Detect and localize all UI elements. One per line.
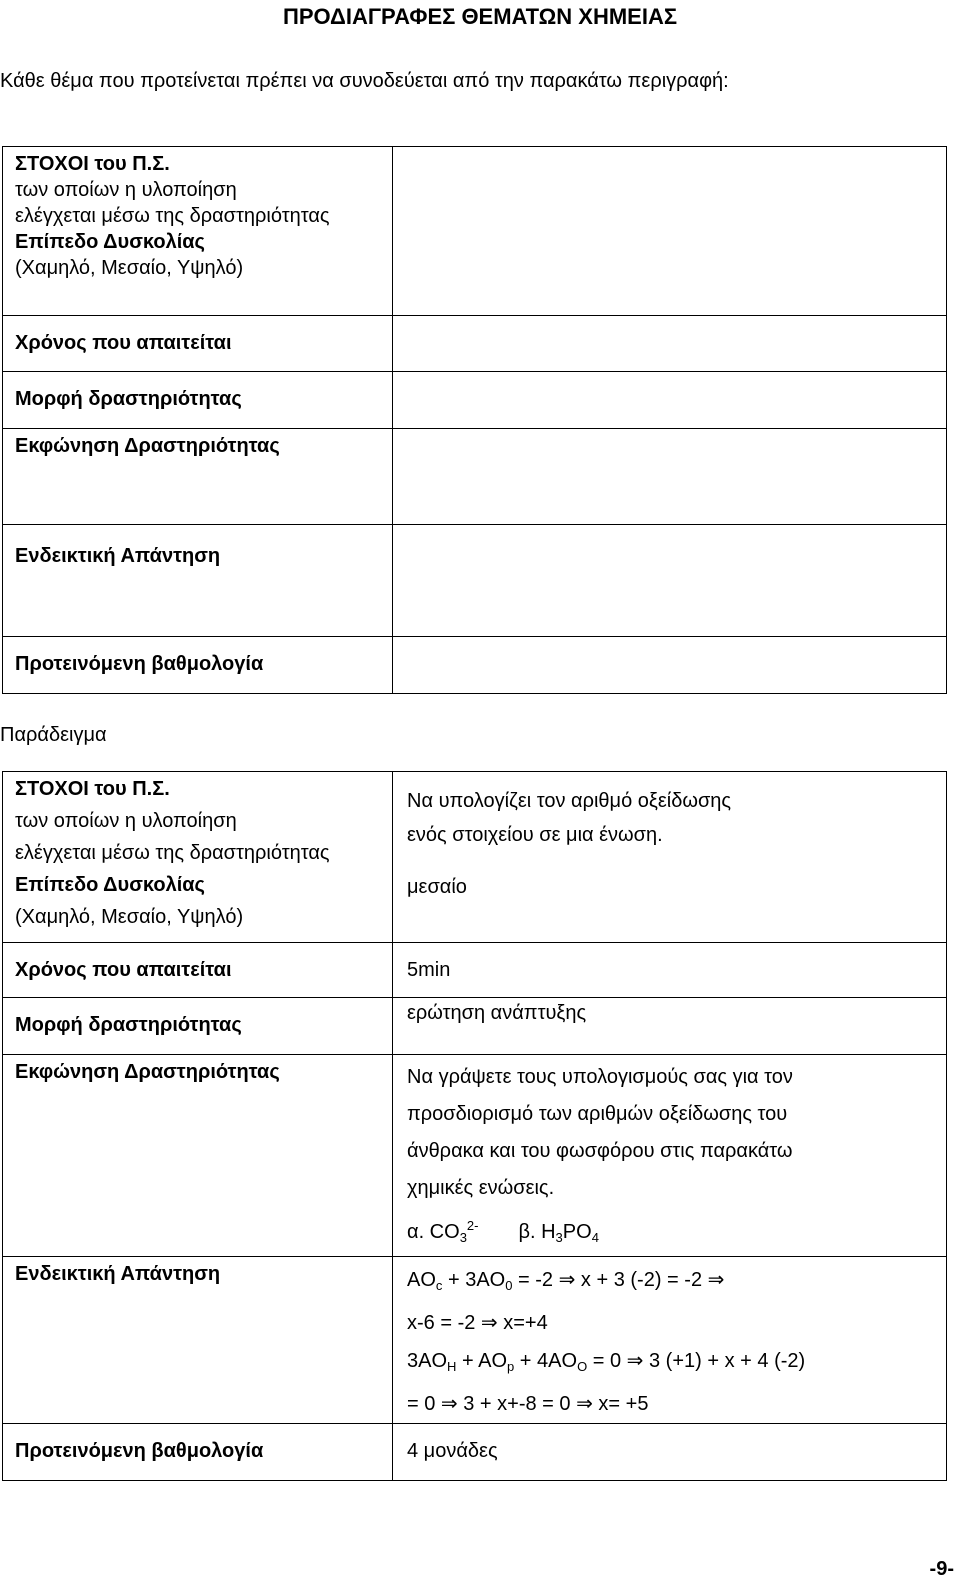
example-label: Παράδειγμα	[0, 724, 107, 746]
grading-label: Προτεινόμενη βαθμολογία	[3, 637, 393, 694]
ex-goal-line-1: Να υπολογίζει τον αριθμό οξείδωσης	[407, 790, 732, 812]
ex-grading-label: Προτεινόμενη βαθμολογία	[3, 1424, 393, 1481]
implies-arrow-icon: ⇒	[440, 1391, 458, 1415]
ex-time-label: Χρόνος που απαιτείται	[3, 943, 393, 998]
goals-value-cell	[393, 147, 947, 316]
implies-arrow-icon: ⇒	[480, 1310, 498, 1334]
goals-title: ΣΤΟΧΟΙ του Π.Σ.	[15, 153, 170, 175]
intro-text: Κάθε θέμα που προτείνεται πρέπει να συνοδεύεται από την παρακάτω περιγραφή:	[0, 70, 729, 92]
difficulty-options: (Χαμηλό, Μεσαίο, Υψηλό)	[15, 257, 244, 279]
time-value-cell	[393, 316, 947, 372]
implies-arrow-icon: ⇒	[707, 1267, 725, 1291]
page-title: ΠΡΟΔΙΑΓΡΑΦΕΣ ΘΕΜΑΤΩΝ ΧΗΜΕΙΑΣ	[282, 4, 678, 29]
spec-example-table	[2, 771, 947, 1481]
ex-difficulty-options: (Χαμηλό, Μεσαίο, Υψηλό)	[15, 906, 244, 928]
ex-statement-line-1: Να γράψετε τους υπολογισμούς σας για τον	[407, 1066, 793, 1088]
answer-label: Ενδεικτική Απάντηση	[3, 525, 393, 637]
ex-goal-line-2: ενός στοιχείου σε μια ένωση.	[407, 824, 663, 846]
ex-statement-line-4: χημικές ενώσεις.	[407, 1177, 555, 1199]
grading-value-cell	[393, 637, 947, 694]
ex-goals-title: ΣΤΟΧΟΙ του Π.Σ.	[15, 778, 170, 800]
ex-statement-line-3: άνθρακα και του φωσφόρου στις παρακάτω	[407, 1140, 793, 1162]
ex-formulas	[407, 1207, 946, 1256]
answer-value-cell	[393, 525, 947, 637]
ex-statement-label: Εκφώνηση Δραστηριότητας	[3, 1055, 393, 1257]
ex-goals-label-cell	[3, 772, 393, 943]
ex-statement-line-2: προσδιορισμό των αριθμών οξείδωσης του	[407, 1103, 788, 1125]
form-value-cell	[393, 372, 947, 429]
ex-goals-subtitle-1: των οποίων η υλοποίηση	[15, 810, 237, 832]
ex-form-label: Μορφή δραστηριότητας	[3, 998, 393, 1055]
ex-difficulty-title: Επίπεδο Δυσκολίας	[15, 874, 205, 896]
ex-time-value: 5min	[393, 943, 947, 998]
ex-answer-value-cell	[393, 1257, 947, 1424]
implies-arrow-icon: ⇒	[576, 1391, 593, 1415]
ex-grading-value: 4 μονάδες	[393, 1424, 947, 1481]
formula-b: β. $H_3PO_4$	[518, 1221, 599, 1245]
statement-value-cell	[393, 429, 947, 525]
goals-label-cell	[3, 147, 393, 316]
ex-difficulty-value: μεσαίο	[407, 876, 467, 898]
answer-line-2: x-6 = -2 ⇒ x=+4	[407, 1310, 548, 1334]
form-label: Μορφή δραστηριότητας	[3, 372, 393, 429]
ex-goals-value-cell	[393, 772, 947, 943]
ex-goals-subtitle-2: ελέγχεται μέσω της δραστηριότητας	[15, 842, 330, 864]
time-label: Χρόνος που απαιτείται	[3, 316, 393, 372]
implies-arrow-icon: ⇒	[558, 1267, 576, 1291]
answer-line-3: $3AO_H + AO_p + 4AO_O = 0$ ⇒ 3 (+1) + x + 4 (-2)	[407, 1348, 806, 1374]
goals-subtitle-1: των οποίων η υλοποίηση	[15, 179, 237, 201]
difficulty-title: Επίπεδο Δυσκολίας	[15, 231, 205, 253]
ex-answer-label: Ενδεικτική Απάντηση	[3, 1257, 393, 1424]
implies-arrow-icon: ⇒	[626, 1348, 644, 1372]
answer-line-4: = 0 ⇒ 3 + x+-8 = 0 ⇒ x= +5	[407, 1391, 649, 1415]
answer-line-1: $AO_c + 3AO_0 = -2$ ⇒ x + 3 (-2) = -2 ⇒	[407, 1267, 725, 1293]
ex-form-value: ερώτηση ανάπτυξης	[393, 998, 947, 1055]
statement-label: Εκφώνηση Δραστηριότητας	[3, 429, 393, 525]
spec-template-table	[2, 146, 947, 694]
ex-statement-value-cell	[393, 1055, 947, 1257]
goals-subtitle-2: ελέγχεται μέσω της δραστηριότητας	[15, 205, 330, 227]
formula-a: α. $CO_3^{2-}$	[407, 1218, 479, 1245]
page-number: -9-	[929, 1558, 954, 1580]
